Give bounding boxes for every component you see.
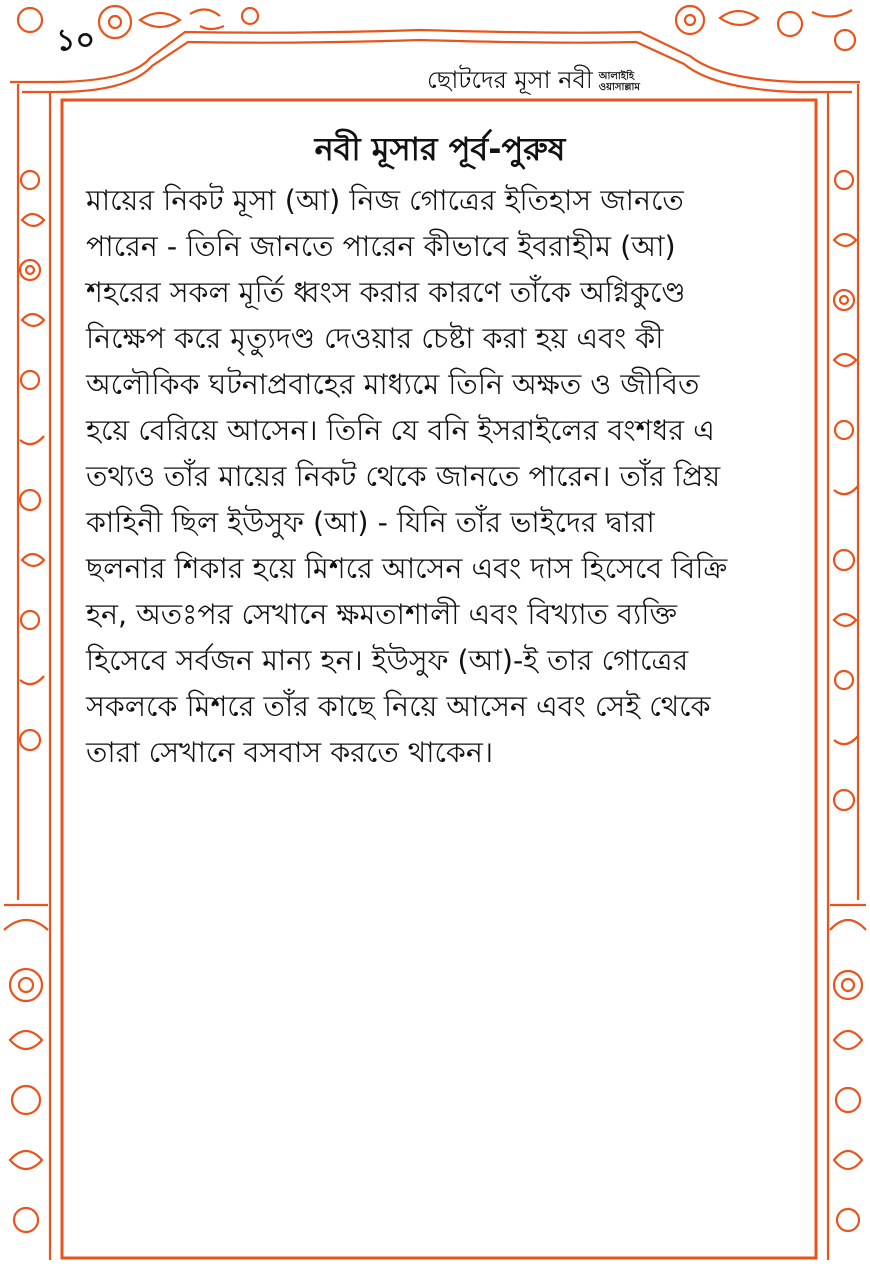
body-line: তথ্যও তাঁর মায়ের নিকট থেকে জানতে পারেন। তাঁর প্রিয় (86, 460, 721, 493)
honorific-bottom: ওয়াসাল্লাম (598, 82, 640, 93)
body-line: সকলকে মিশরে তাঁর কাছে নিয়ে আসেন এবং সেই থেকে (86, 690, 711, 723)
body-line: হন, অতঃপর সেখানে ক্ষমতাশালী এবং বিখ্যাত ব্যক্তি (86, 598, 678, 631)
body-paragraph (86, 178, 792, 776)
chapter-title: নবী মূসার পূর্ব-পুরুষ (314, 130, 566, 168)
running-head (380, 62, 640, 102)
honorific-top: আলাইহি (598, 71, 635, 82)
body-line: শহরের সকল মূর্তি ধ্বংস করার কারণে তাঁকে অগ্নিকুণ্ডে (86, 276, 686, 309)
body-line: পারেন - তিনি জানতে পারেন কীভাবে ইবরাহীম (আ) (86, 230, 676, 263)
body-line: নিক্ষেপ করে মৃত্যুদণ্ড দেওয়ার চেষ্টা করা হয় এবং কী (86, 322, 664, 355)
body-line: তারা সেখানে বসবাস করতে থাকেন। (86, 736, 494, 769)
body-line: অলৌকিক ঘটনাপ্রবাহের মাধ্যমে তিনি অক্ষত ও জীবিত (86, 368, 700, 401)
running-head-title: ছোটদের মূসা নবী (427, 66, 593, 94)
body-line: মায়ের নিকট মূসা (আ) নিজ গোত্রের ইতিহাস জানতে (86, 184, 684, 217)
body-line: হিসেবে সর্বজন মান্য হন। ইউসুফ (আ)-ই তার গোত্রের (86, 644, 689, 677)
body-line: কাহিনী ছিল ইউসুফ (আ) - যিনি তাঁর ভাইদের দ্বারা (86, 506, 655, 539)
page-number: ১০ (56, 23, 95, 58)
body-line: হয়ে বেরিয়ে আসেন। তিনি যে বনি ইসরাইলের বংশধর এ (86, 414, 715, 447)
body-line: ছলনার শিকার হয়ে মিশরে আসেন এবং দাস হিসেবে বিক্রি (86, 552, 728, 585)
running-head-honorific (599, 71, 640, 93)
